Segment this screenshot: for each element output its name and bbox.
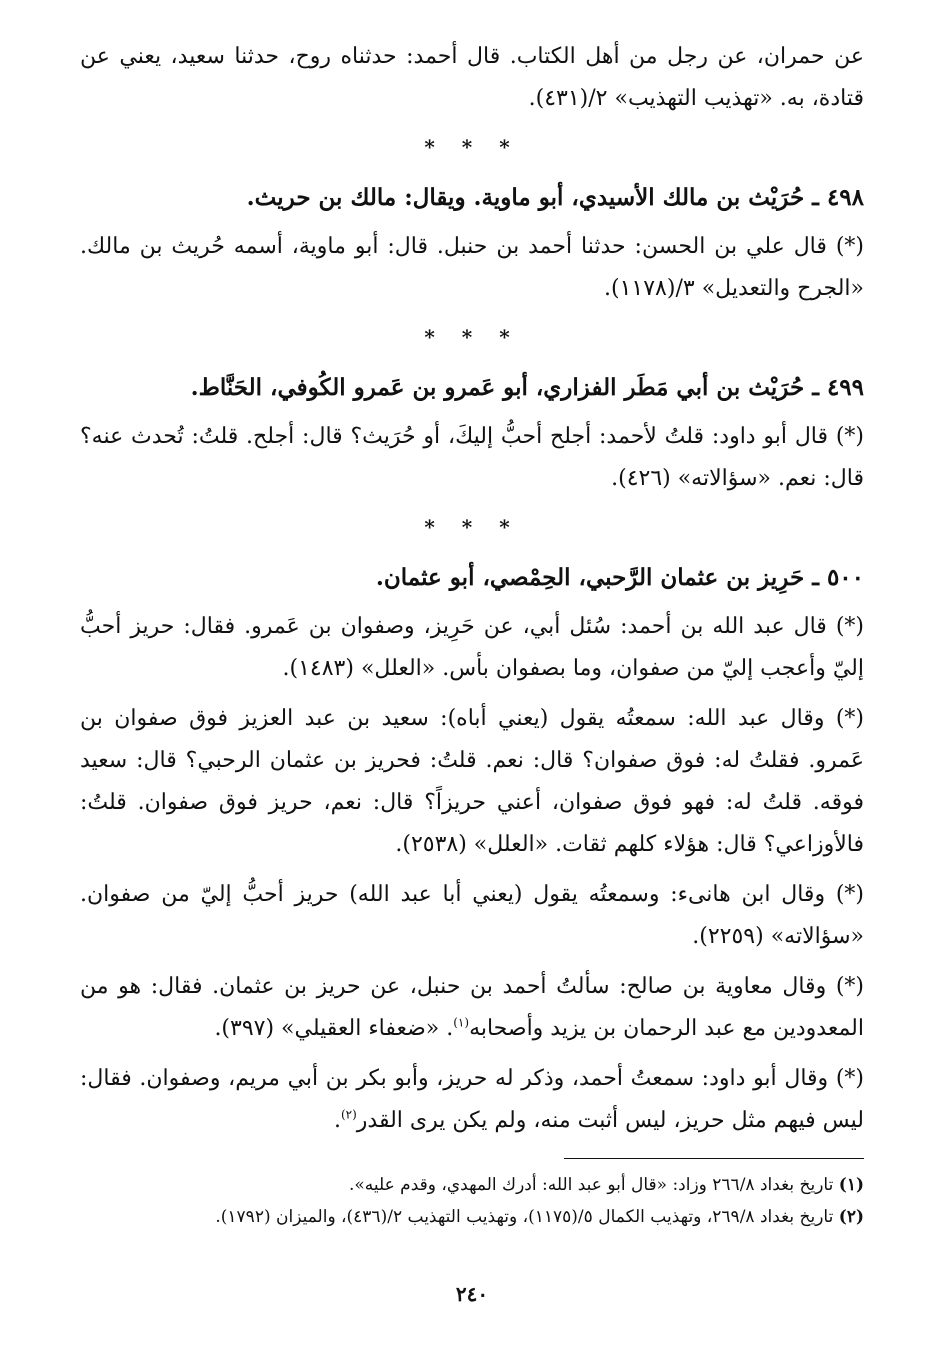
footnote-text: تاريخ بغداد ٢٦٦/٨ وزاد: «قال أبو عبد الله: أدرك المهدي، وقدم عليه». <box>348 1175 834 1195</box>
footnote-number: (١) <box>838 1175 864 1195</box>
paragraph-500-a: (*) قال عبد الله بن أحمد: سُئل أبي، عن حَرِيز، وصفوان بن عَمرو. فقال: حريز أحبُّ إليّ وأعجب إليّ من صفوان، وما بصفوان بأس. «العلل» (١٤٨٣). <box>80 614 864 681</box>
paragraph-500-e <box>80 1058 864 1142</box>
footnote-divider <box>564 1158 864 1159</box>
footnote-ref-1: (١) <box>453 1015 470 1030</box>
footnote-text: تاريخ بغداد ٢٦٩/٨، وتهذيب الكمال ٥/(١١٧٥)، وتهذيب التهذيب ٢/(٤٣٦)، والميزان (١٧٩٢). <box>215 1207 834 1227</box>
entry-title-499: ٤٩٩ ـ حُرَيْث بن أبي مَطَر الفزاري، أبو عَمرو بن عَمرو الكُوفي، الحَنَّاط. <box>190 374 864 401</box>
paragraph-499: (*) قال أبو داود: قلتُ لأحمد: أجلح أحبُّ إليكَ، أو حُرَيث؟ قال: أجلح. قلتُ: تُحدث عنه؟ قال: نعم. «سؤالاته» (٤٢٦). <box>80 424 864 491</box>
page-number: ٢٤٠ <box>455 1282 489 1306</box>
paragraph-text: (*) وقال أبو داود: سمعتُ أحمد، وذكر له حريز، وأبو بكر بن أبي مريم، وصفوان. فقال: ليس فيهم مثل حريز، ليس أثبت منه، ولم يكن يرى القدر <box>80 1066 864 1133</box>
paragraph-text-end: . <box>333 1108 341 1133</box>
footnote-2 <box>80 1201 864 1233</box>
paragraph-text: (*) وقال معاوية بن صالح: سألتُ أحمد بن حنبل، عن حريز بن عثمان. فقال: هو من المعدودين مع عبد الرحمان بن يزيد وأصحابه <box>80 974 864 1041</box>
section-separator: * * * <box>424 325 520 349</box>
footnote-1 <box>80 1169 864 1201</box>
entry-title-498: ٤٩٨ ـ حُرَيْث بن مالك الأسيدي، أبو ماوية. ويقال: مالك بن حريث. <box>246 184 864 211</box>
paragraph-498: (*) قال علي بن الحسن: حدثنا أحمد بن حنبل. قال: أبو ماوية، أسمه حُريث بن مالك. «الجرح والتعديل» ٣/(١١٧٨). <box>80 234 864 301</box>
paragraph-500-b: (*) وقال عبد الله: سمعتُه يقول (يعني أباه): سعيد بن عبد العزيز فوق صفوان بن عَمرو. فقلتُ له: فوق صفوان؟ قال: نعم. قلتُ: فحريز بن عثمان الرحبي؟ قال: سعيد فوقه. قلتُ له: فهو فوق صفوان، أعني حريزاً؟ قال: نعم، حريز فوق صفوان. قلتُ: فالأوزاعي؟ قال: هؤلاء كلهم ثقات. «العلل» (٢٥٣٨). <box>80 706 864 857</box>
paragraph-500-d <box>80 966 864 1050</box>
entry-title-500: ٥٠٠ ـ حَرِيز بن عثمان الرَّحبي، الحِمْصي، أبو عثمان. <box>375 564 864 591</box>
footnote-ref-2: (٢) <box>340 1107 357 1122</box>
section-separator: * * * <box>424 515 520 539</box>
paragraph-continuation: عن حمران، عن رجل من أهل الكتاب. قال أحمد: حدثناه روح، حدثنا سعيد، يعني عن قتادة، به. «تهذيب التهذيب» ٢/(٤٣١). <box>80 44 864 111</box>
paragraph-text-end: . «ضعفاء العقيلي» (٣٩٧). <box>214 1016 454 1041</box>
paragraph-500-c: (*) وقال ابن هانىء: وسمعتُه يقول (يعني أبا عبد الله) حريز أحبُّ إليّ من صفوان. «سؤالاته» (٢٢٥٩). <box>80 882 864 949</box>
footnote-number: (٢) <box>838 1207 864 1227</box>
section-separator: * * * <box>424 135 520 159</box>
